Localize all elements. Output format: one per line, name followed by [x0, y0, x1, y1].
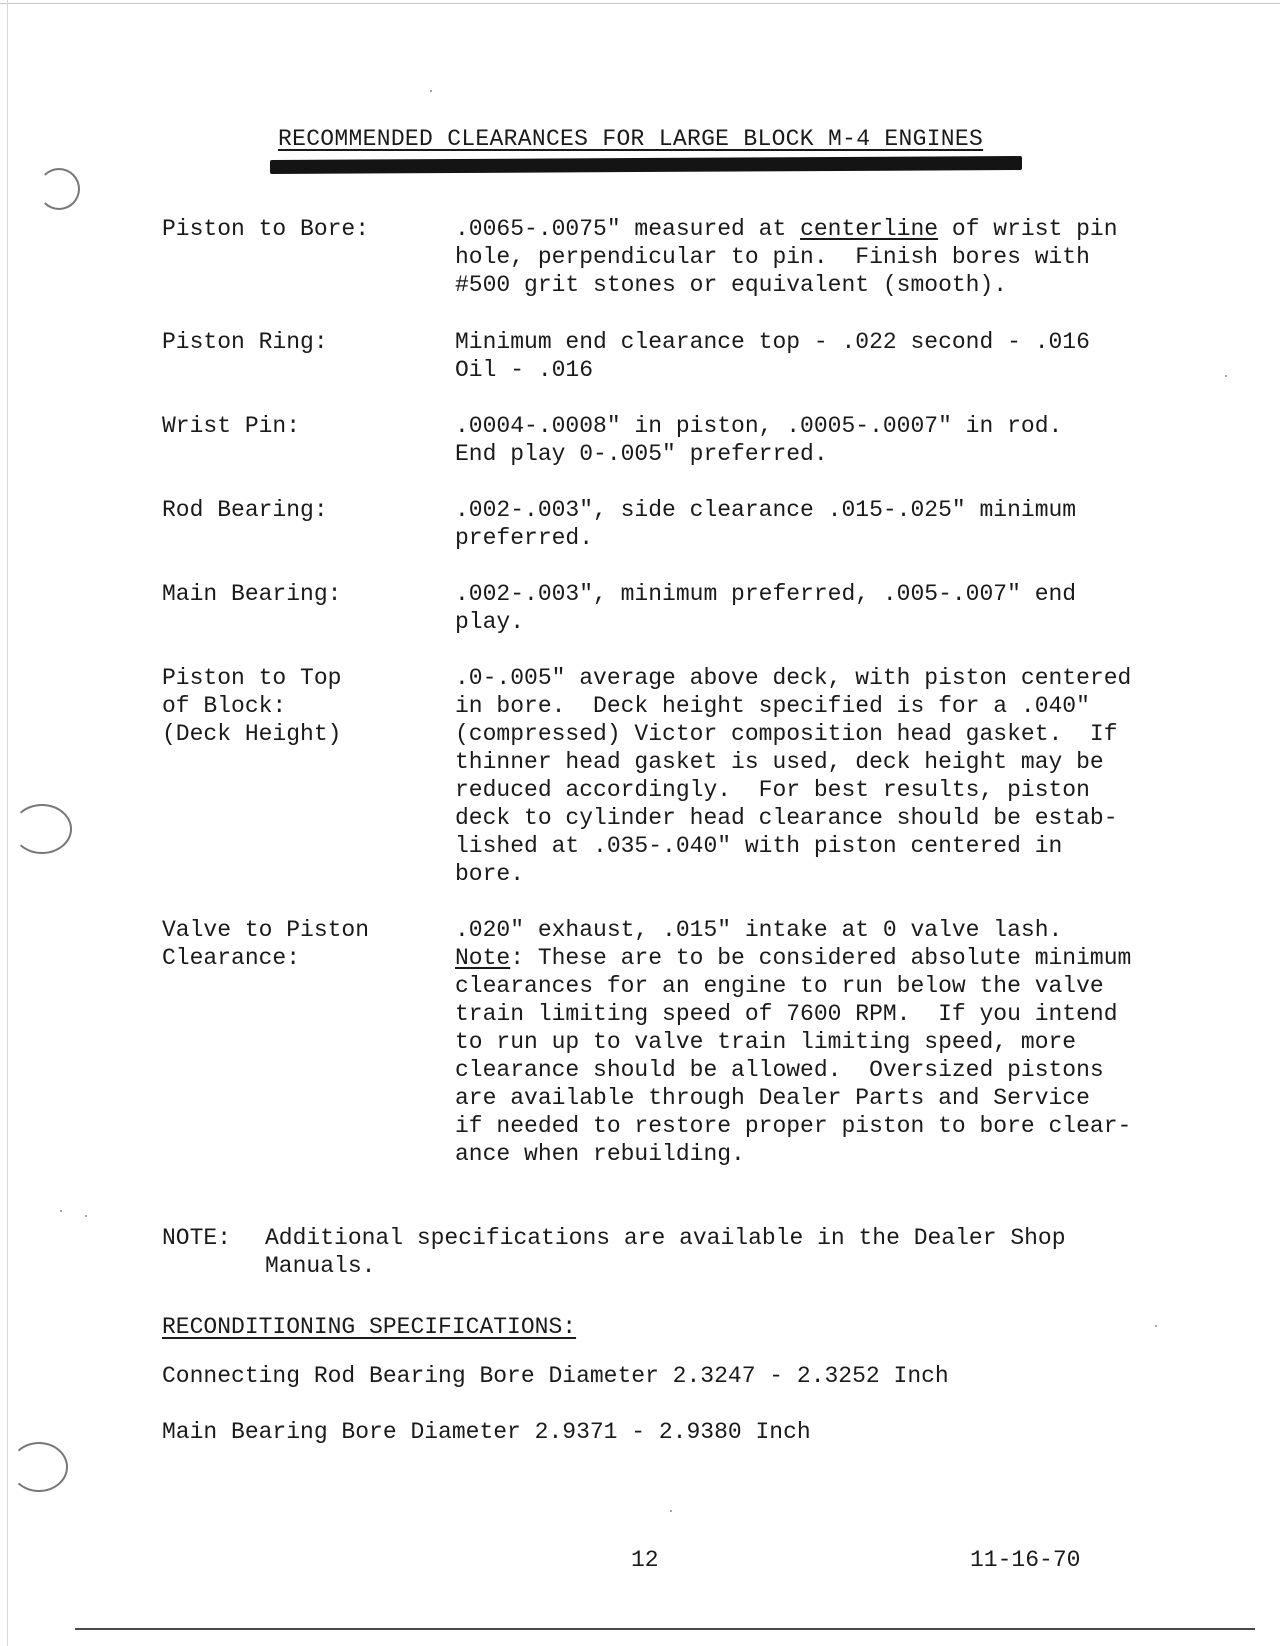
underlined-word-note: Note [455, 945, 511, 971]
reconditioning-item: Connecting Rod Bearing Bore Diameter 2.3247 - 2.3252 Inch [162, 1363, 949, 1389]
spec-label-piston-to-top: of Block: [162, 693, 287, 719]
spec-label-piston-to-top: Piston to Top [162, 665, 342, 691]
desc-line: .0-.005" average above deck, with piston centered [455, 665, 1132, 691]
desc-line: (compressed) Victor composition head gasket. If [455, 721, 1118, 747]
binder-hole-top [38, 168, 80, 210]
reconditioning-item: Main Bearing Bore Diameter 2.9371 - 2.9380 Inch [162, 1419, 811, 1445]
document-date: 11-16-70 [970, 1547, 1081, 1573]
desc-line: of wrist pin [938, 216, 1118, 242]
page-bottom-edge [75, 1628, 1255, 1630]
scan-speck [430, 90, 432, 92]
desc-line: : These are to be considered absolute minimum [510, 945, 1132, 971]
desc-line-note [455, 944, 1131, 972]
desc-line: to run up to valve train limiting speed, more [455, 1029, 1077, 1055]
desc-line: play. [455, 609, 525, 635]
note-label: NOTE: [162, 1225, 232, 1251]
note-text: Manuals. [265, 1253, 376, 1279]
scan-speck [60, 1210, 62, 1212]
desc-line: .002-.003", minimum preferred, .005-.007" end [455, 581, 1077, 607]
desc-line: hole, perpendicular to pin. Finish bores with [455, 244, 1090, 270]
desc-line: preferred. [455, 525, 594, 551]
underlined-word-centerline: centerline [800, 216, 939, 242]
desc-line: clearances for an engine to run below the valve [455, 973, 1104, 999]
scan-speck [85, 1215, 87, 1217]
binder-hole-middle [12, 804, 72, 854]
spec-label-piston-ring: Piston Ring: [162, 329, 328, 355]
spec-label-main-bearing: Main Bearing: [162, 581, 342, 607]
spec-label-piston-to-top: (Deck Height) [162, 721, 342, 747]
desc-line: .0004-.0008" in piston, .0005-.0007" in rod. [455, 413, 1063, 439]
desc-line: Minimum end clearance top - .022 second - .016 [455, 329, 1090, 355]
desc-line: End play 0-.005" preferred. [455, 441, 828, 467]
binder-hole-bottom [10, 1442, 68, 1492]
page-title: RECOMMENDED CLEARANCES FOR LARGE BLOCK M-4 ENGINES [278, 126, 984, 152]
desc-line: are available through Dealer Parts and Service [455, 1085, 1090, 1111]
desc-line: .020" exhaust, .015" intake at 0 valve lash. [455, 917, 1063, 943]
desc-line: in bore. Deck height specified is for a .040" [455, 693, 1090, 719]
note-text: Additional specifications are available in the Dealer Shop [265, 1225, 1066, 1251]
desc-line: bore. [455, 861, 525, 887]
desc-line: clearance should be allowed. Oversized pistons [455, 1057, 1104, 1083]
scan-speck [1155, 1325, 1157, 1327]
desc-line: lished at .035-.040" with piston centered in [455, 833, 1063, 859]
desc-line: thinner head gasket is used, deck height may be [455, 749, 1104, 775]
page-number: 12 [631, 1547, 659, 1573]
spec-label-wrist-pin: Wrist Pin: [162, 413, 301, 439]
spec-label-valve-to-piston: Valve to Piston [162, 917, 370, 943]
desc-line: if needed to restore proper piston to bore clear- [455, 1113, 1132, 1139]
desc-line: .0065-.0075" measured at [455, 216, 801, 242]
desc-line: train limiting speed of 7600 RPM. If you intend [455, 1001, 1118, 1027]
spec-label-rod-bearing: Rod Bearing: [162, 497, 328, 523]
spec-label-valve-to-piston: Clearance: [162, 945, 301, 971]
desc-line: reduced accordingly. For best results, piston [455, 777, 1090, 803]
spec-label-piston-to-bore: Piston to Bore: [162, 216, 370, 242]
scan-speck [670, 1510, 672, 1512]
desc-line: .002-.003", side clearance .015-.025" minimum [455, 497, 1077, 523]
desc-line: Oil - .016 [455, 357, 594, 383]
desc-line: #500 grit stones or equivalent (smooth). [455, 272, 1008, 298]
spec-desc-piston-to-bore [455, 215, 1118, 243]
desc-line: ance when rebuilding. [455, 1141, 745, 1167]
scan-speck [1225, 375, 1227, 377]
title-underline-bar [270, 156, 1022, 174]
desc-line: deck to cylinder head clearance should be estab- [455, 805, 1118, 831]
reconditioning-heading: RECONDITIONING SPECIFICATIONS: [162, 1314, 577, 1340]
page-top-edge [0, 3, 1280, 4]
page-left-edge [7, 0, 8, 1646]
